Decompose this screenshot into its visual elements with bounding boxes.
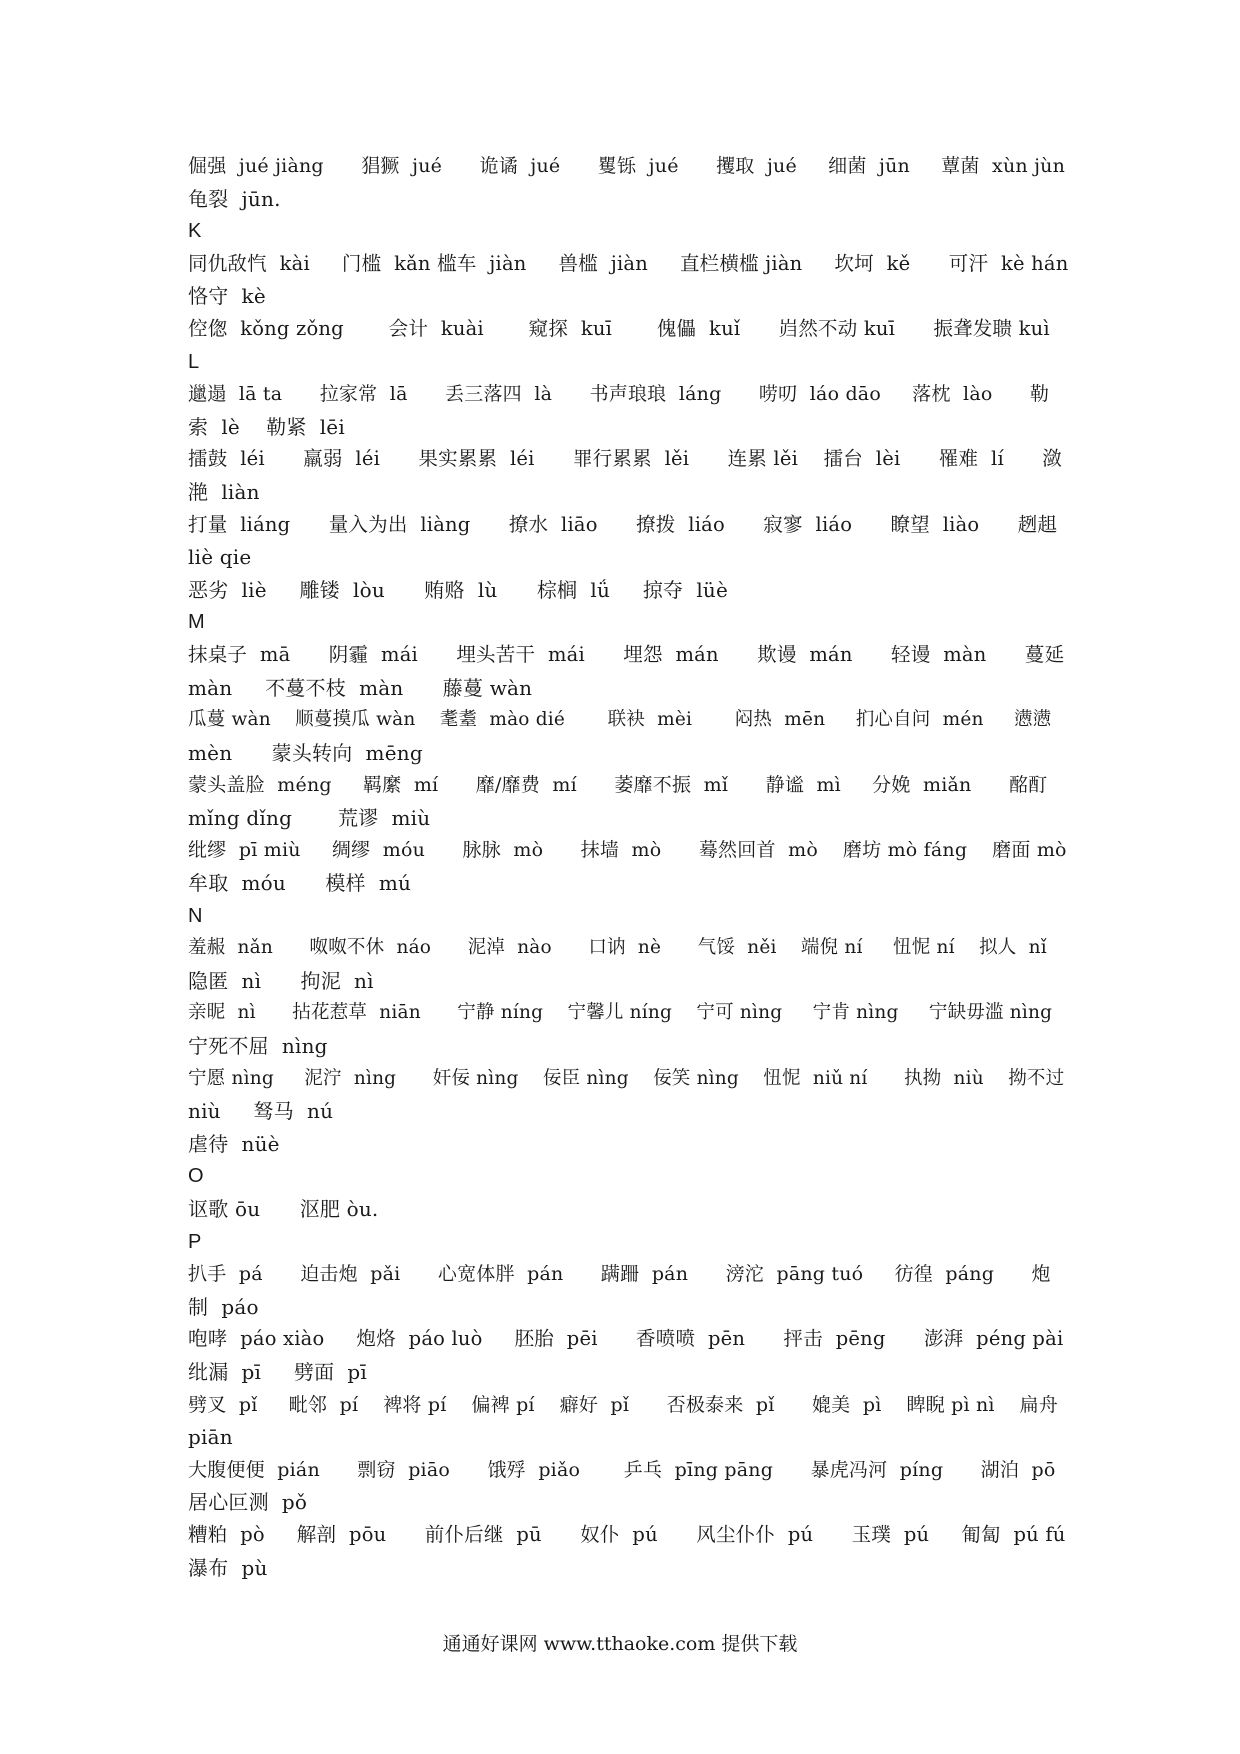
section-letter-k: K	[188, 220, 202, 243]
text-line: 羞赧 nǎn 呶呶不休 náo 泥淖 nào 口讷 nè 气馁 něi 端倪 ní 忸怩 ní 拟人 nǐ	[188, 937, 1047, 959]
text-line: 打量 liáng 量入为出 liàng 撩水 liāo 撩拨 liáo 寂寥 liáo 瞭望 liào 趔趄	[188, 512, 1058, 536]
text-line: 倔强 jué jiàng 猖獗 jué 诡谲 jué 矍铄 jué 攫取 jué 细菌 jūn 蕈菌 xùn jùn	[188, 155, 1066, 177]
section-letter-m: M	[188, 611, 205, 634]
text-line: 邋遢 lā ta 拉家常 lā 丢三落四 là 书声琅琅 láng 唠叨 láo dāo 落枕 lào 勒	[188, 383, 1050, 406]
text-line: 咆哮 páo xiào 炮烙 páo luò 胚胎 pēi 香喷喷 pēn 抨击 pēng 澎湃 péng pài	[188, 1327, 1064, 1351]
text-line: 蒙头盖脸 méng 羁縻 mí 靡/靡费 mí 萎靡不振 mǐ 静谧 mì 分娩 miǎn 酩酊	[188, 774, 1048, 797]
text-line: 抹桌子 mā 阴霾 mái 埋头苦干 mái 埋怨 mán 欺谩 mán 轻谩 màn 蔓延	[188, 642, 1065, 666]
text-line: 瀑布 pù	[188, 1555, 268, 1580]
text-line: 虐待 nüè	[188, 1131, 280, 1156]
text-line: 恶劣 liè 雕镂 lòu 贿赂 lù 棕榈 lǘ 掠夺 lüè	[188, 577, 729, 602]
text-line: 宁愿 nìng 泥泞 nìng 奸佞 nìng 佞臣 nìng 佞笑 nìng 忸怩 niǔ ní 执拗 niù 拗不过	[188, 1067, 1065, 1089]
section-letter-o: O	[188, 1165, 204, 1188]
page-footer: 通通好课网 www.tthaoke.com 提供下载	[442, 1633, 798, 1655]
text-line: mèn 蒙头转向 mēng	[188, 740, 423, 765]
text-line: 大腹便便 pián 剽窃 piāo 饿殍 piǎo 乒乓 pīng pāng 暴虎冯河 píng 湖泊 pō	[188, 1458, 1056, 1481]
section-letter-p: P	[188, 1230, 202, 1253]
text-line: 恪守 kè	[188, 284, 266, 309]
text-line: 滟 liàn	[188, 479, 260, 504]
text-line: 扒手 pá 迫击炮 pǎi 心宽体胖 pán 蹒跚 pán 滂沱 pāng tuó 彷徨 páng 炮	[188, 1263, 1051, 1286]
section-letter-l: L	[188, 350, 200, 373]
text-line: 擂鼓 léi 羸弱 léi 果实累累 léi 罪行累累 lěi 连累 lěi 擂台 lèi 罹难 lí 潋	[188, 447, 1062, 471]
text-line: liè qie	[188, 545, 252, 570]
text-line: 亲昵 nì 拈花惹草 niān 宁静 níng 宁馨儿 níng 宁可 nìng 宁肯 nìng 宁缺毋滥 nìng	[188, 1002, 1053, 1024]
text-line: 讴歌 ōu 沤肥 òu.	[188, 1197, 379, 1221]
text-line: 纰漏 pī 劈面 pī	[188, 1359, 368, 1384]
pinyin-word-list	[188, 150, 1068, 1584]
text-line: 居心叵测 pǒ	[188, 1490, 308, 1515]
text-line: 索 lè 勒紧 lēi	[188, 414, 345, 439]
text-line: màn 不蔓不枝 màn 藤蔓 wàn	[188, 675, 533, 700]
text-line: 制 páo	[188, 1294, 259, 1319]
text-line: piān	[188, 1425, 233, 1450]
text-line: 牟取 móu 模样 mú	[188, 871, 412, 896]
text-line: 隐匿 nì 拘泥 nì	[188, 968, 374, 993]
text-line: 纰缪 pī miù 绸缪 móu 脉脉 mò 抹墙 mò 蓦然回首 mò 磨坊 mò fáng 磨面 mò	[188, 839, 1067, 862]
text-line: 糟粕 pò 解剖 pōu 前仆后继 pū 奴仆 pú 风尘仆仆 pú 玉璞 pú 匍匐 pú fú	[188, 1522, 1066, 1546]
text-line: mǐng dǐng 荒谬 miù	[188, 805, 431, 830]
text-line: 瓜蔓 wàn 顺蔓摸瓜 wàn 耄耋 mào dié 联袂 mèi 闷热 mēn 扪心自问 mén 懑懑	[188, 709, 1052, 731]
section-letter-n: N	[188, 904, 203, 927]
text-line: 龟裂 jūn.	[188, 186, 281, 211]
text-line: 倥偬 kǒng zǒng 会计 kuài 窥探 kuī 傀儡 kuǐ 岿然不动 kuī 振聋发聩 kuì	[188, 316, 1050, 340]
text-line: 劈叉 pǐ 毗邻 pí 裨将 pí 偏裨 pí 癖好 pǐ 否极泰来 pǐ 媲美 pì 睥睨 pì nì 扁舟	[188, 1393, 1059, 1416]
text-line: niù 驽马 nú	[188, 1099, 334, 1124]
text-line: 宁死不屈 nìng	[188, 1034, 328, 1059]
text-line: 同仇敌忾 kài 门槛 kǎn 槛车 jiàn 兽槛 jiàn 直栏横槛 jiàn 坎坷 kě 可汗 kè hán	[188, 251, 1069, 275]
